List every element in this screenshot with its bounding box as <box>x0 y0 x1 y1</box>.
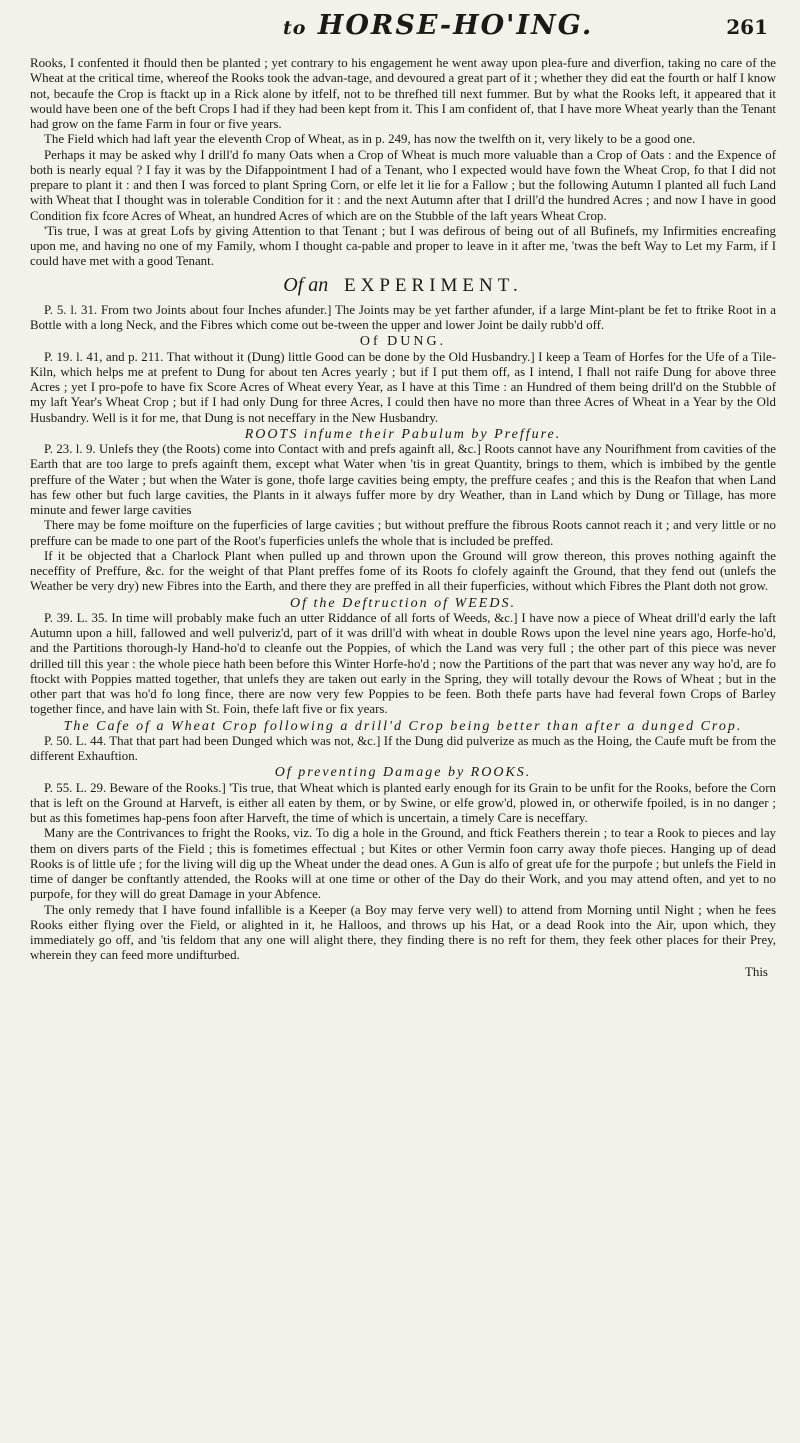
paragraph: There may be fome moifture on the fuperficies of large cavities ; but without preffure the fibrous Roots cannot reach it ; and very little or no preffure can be made to one part of the Root's fuperficies unlefs the whole that is included be preffed. <box>30 518 776 548</box>
paragraph: P. 23. l. 9. Unlefs they (the Roots) come into Contact with and prefs againft all, &c.] Roots cannot have any Nourifhment from cavities of the Earth that are too large to prefs againft them, except what Water when 'tis in great Quantity, brings to them, which is imbibed by the gentle preffure of the Water ; but when the Water is gone, thofe large cavities being empty, the preffure ceafes ; and this is the Reafon that when Land has few other but fuch large cavities, the Plants in it always fuffer more by dry Weather, than in Land which by Dung or Tillage, has more minute and fewer large cavities <box>30 442 776 517</box>
paragraph: 'Tis true, I was at great Lofs by giving Attention to that Tenant ; but I was defirous of being out of all Bufinefs, my Infirmities encreafing upon me, and having no one of my Family, whom I thought ca-pable and proper to leave in it after me, 'twas the beft Way to Let my Farm, if I could have met with a good Tenant. <box>30 223 776 269</box>
page-number: 261 <box>726 15 768 39</box>
body-text <box>30 56 776 964</box>
paragraph: Rooks, I confented it fhould then be planted ; yet contrary to his engagement he went away upon plea-fure and diverfion, taking no care of the Wheat at the critical time, whereof the Rooks took the advan-tage, and devoured a great part of it ; whether they did eat the fourth or half I know not, becaufe the Crop is ftackt up in a Rick alone by itfelf, not to be threfhed till next fummer. But by what the Rooks left, it appeared that it would have been one of the beft Crops I had if they had been kept from it. This I am confident of, that I have more Wheat yearly than the Tenant had grow on the fame Farm in four or five years. <box>30 56 776 131</box>
running-title-prefix: to <box>283 17 307 39</box>
section-heading-dung: Of DUNG. <box>359 334 447 350</box>
section-heading-prefix: Of an <box>283 273 329 296</box>
running-title <box>30 10 726 41</box>
paragraph: P. 5. l. 31. From two Joints about four Inches afunder.] The Joints may be yet farther afunder, if a large Mint-plant be fet to ftrike Root in a Bottle with a long Neck, and the Fibres which come out be-tween the upper and lower Joint be daily rubb'd off. <box>30 302 776 332</box>
paragraph: The only remedy that I have found infallible is a Keeper (a Boy may ferve very well) to attend from Morning until Night ; when he fees Rooks either flying over the Field, or alighted in it, he Halloos, and throws up his Hat, or a dead Rook into the Air, upon which, they immediately go off, and 'tis feldom that any one will alight there, they finding there is no reft for them, they feek other places for their Prey, wherein they can feed more undifturbed. <box>30 902 776 963</box>
paragraph: P. 50. L. 44. That that part had been Dunged which was not, &c.] If the Dung did pulverize as much as the Hoing, the Caufe muft be from the different Exhauftion. <box>30 733 776 763</box>
running-title-text: HORSE-HO'ING. <box>317 10 594 41</box>
section-heading-title: EXPERIMENT. <box>344 274 523 296</box>
paragraph: Many are the Contrivances to fright the Rooks, viz. To dig a hole in the Ground, and ftick Feathers therein ; to tear a Rook to pieces and lay them on divers parts of the Field ; this is fometimes effectual ; but Kites or other Vermin foon carry away thofe pieces. Hanging up of dead Rooks is of little ufe ; for the living will dig up the Wheat under the dead ones. A Gun is alfo of great ufe for the purpofe ; but unlefs the Field in time of danger be conftantly attended, the Rooks will at one time or other of the Day do their Work, and you may attend often, and yet to no purpofe, for they will do great Damage in your Abfence. <box>30 826 776 902</box>
section-heading-experiment <box>30 273 776 296</box>
paragraph: P. 19. l. 41, and p. 211. That without it (Dung) little Good can be done by the Old Husbandry.] I keep a Team of Horfes for the Ufe of a Tile-Kiln, which helps me at prefent to Dung for about ten Acres yearly ; but if I put them off, as I intend, I fhall not raife Dung for above three Acres ; yet I pro-pofe to have fix Score Acres of Wheat every Year, as I have at this Time : an Hundred of them being drill'd on the Stubble of my laft Year's Wheat Crop ; but if I had only Dung for three Acres, I could then have no more than three Acres of Wheat in a Year by the Old Husbandry. Well is it for me, that Dung is not neceffary in the New Husbandry. <box>30 349 776 425</box>
section-heading-roots: ROOTS infume their Pabulum by Preffure. <box>244 426 562 442</box>
section-heading-rooks: Of preventing Damage by ROOKS. <box>274 765 532 781</box>
paragraph: If it be objected that a Charlock Plant when pulled up and thrown upon the Ground will grow thereon, this proves nothing againft the neceffity of Preffure, &c. for the weight of that Plant preffes fome of its Roots fo clofely againft the Ground, that they fend out (unlefs the Weather be very dry) new Fibres into the Earth, and there they are preffed in all their fuperficies, without which Fibres the Plant doth not grow. <box>30 548 776 594</box>
running-head <box>30 10 776 56</box>
section-heading-weeds: Of the Deftruction of WEEDS. <box>290 595 516 611</box>
paragraph: The Field which had laft year the eleventh Crop of Wheat, as in p. 249, has now the twelfth on it, very likely to be a good one. <box>44 132 696 147</box>
paragraph: Perhaps it may be asked why I drill'd fo many Oats when a Crop of Wheat is much more valuable than a Crop of Oats : and the Expence of both is nearly equal ? I fay it was by the Difappointment I had of a Tenant, who I expected would have fown the Wheat Crop, fo that I did not prepare to plant it : and then I was forced to plant Spring Corn, or elfe let it lie for a Fallow ; but the following Autumn I planted all fuch Land with Wheat that I thought was in tolerable Condition for it : and the next Autumn after that I drill'd the hundred Acres ; and now I have in good Condition fix fcore Acres of Wheat, an hundred Acres of which are on the Stubble of the laft years Wheat Crop. <box>30 147 776 223</box>
catchword: This <box>744 963 768 979</box>
section-heading-case: The Cafe of a Wheat Crop following a drill'd Crop being better than after a dunged Crop. <box>63 718 743 734</box>
paragraph: P. 39. L. 35. In time will probably make fuch an utter Riddance of all forts of Weeds, &c.] I have now a piece of Wheat drill'd early the laft Autumn upon a hill, fallowed and well pulveriz'd, part of it was drill'd with wheat in double Rows upon the level nine years ago, Horfe-ho'd, and the Partitions thorough-ly Hand-ho'd to cleanfe out the Poppies, of which the Land was very full ; the other part of this piece was never drilled till this year : the whole piece hath been before this Winter Horfe-ho'd ; now the Partitions of the part that was never any way ho'd, are fo ftockt with Poppies matted together, that unlefs they are taken out early in the Spring, they will totally devour the Rows of Wheat ; but in the other part that was ho'd fo long fince, there are now very few Poppies to be feen. Both thefe parts have had feveral fown Crops of Barley together fince, and have lain with St. Foin, thefe laft five or fix years. <box>30 610 776 717</box>
paragraph: P. 55. L. 29. Beware of the Rooks.] 'Tis true, that Wheat which is planted early enough for its Grain to be unfit for the Rooks, before the Corn that is left on the Ground at Harveft, is either all eaten by them, or by Swine, or elfe grow'd, plowed in, or otherwife fpoiled, is in no danger ; but as this fometimes hap-pens foon after Harveft, the time of which is uncertain, a timely Care is neceffary. <box>30 780 776 825</box>
